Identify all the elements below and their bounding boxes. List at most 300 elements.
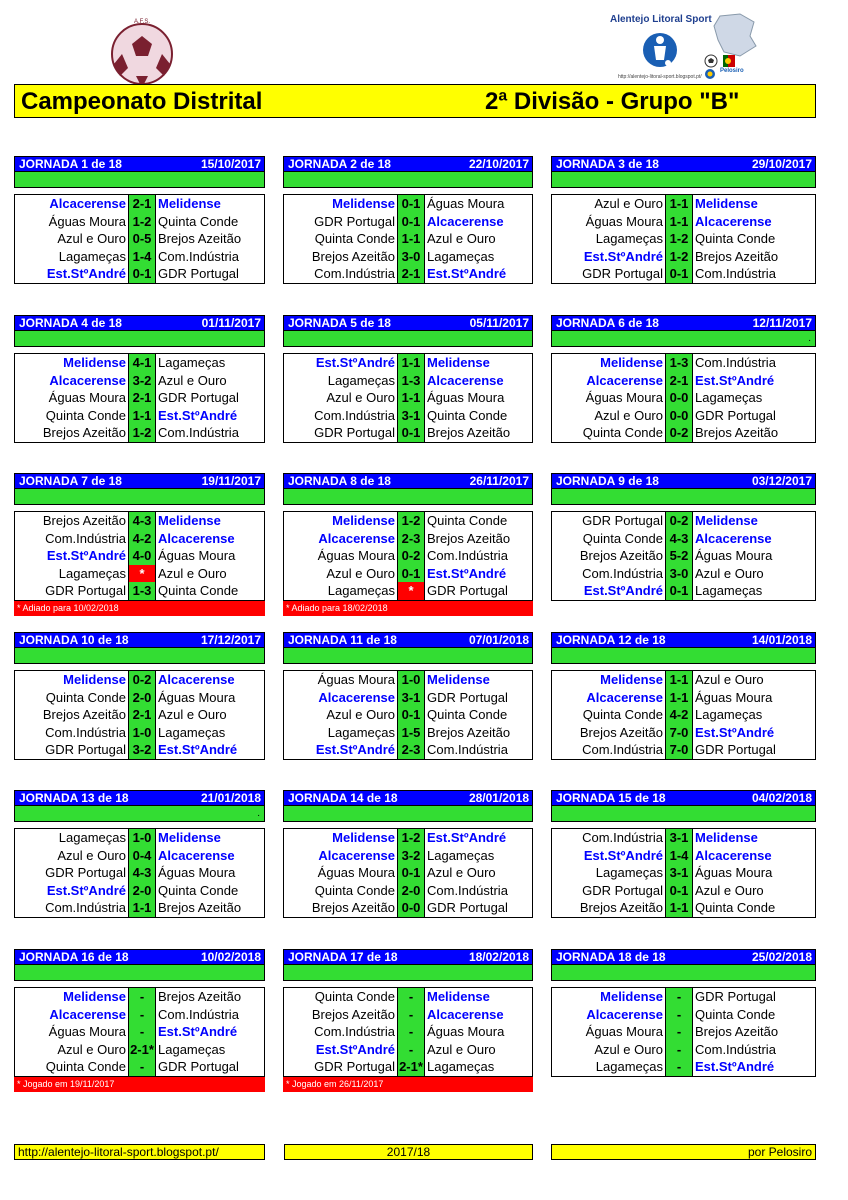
title-bar (14, 84, 816, 118)
home-team: Águas Moura (585, 1024, 663, 1040)
match-row (552, 248, 815, 266)
home-team: Quinta Conde (45, 1059, 126, 1075)
round-note: * Jogado em 26/11/2017 (283, 1077, 533, 1092)
home-team: Águas Moura (317, 672, 395, 687)
match-score: - (128, 988, 156, 1006)
match-row (284, 741, 532, 759)
round-header (14, 790, 265, 806)
home-team: Lagameças (58, 565, 126, 581)
round-date: 01/11/2017 (201, 316, 261, 330)
match-row (284, 565, 532, 583)
home-team: Est.StºAndré (583, 248, 663, 264)
away-team: Brejos Azeitão (695, 248, 779, 264)
home-team: Brejos Azeitão (42, 707, 126, 723)
match-row (552, 547, 815, 565)
round-note: * Adiado para 10/02/2018 (14, 601, 265, 616)
round-date: 29/10/2017 (751, 157, 812, 171)
match-score: 3-1 (397, 407, 425, 425)
match-row (284, 988, 532, 1006)
home-team: GDR Portugal (314, 425, 395, 441)
match-row (15, 988, 264, 1006)
footer-author (551, 1144, 816, 1160)
home-team: Est.StºAndré (315, 355, 395, 370)
match-score: 1-0 (397, 671, 425, 689)
away-team: Alcacerense (158, 672, 235, 687)
round-header (283, 156, 533, 172)
match-list (14, 828, 265, 918)
match-score: 3-0 (397, 248, 425, 266)
away-team: Quinta Conde (158, 583, 239, 599)
match-list (14, 670, 265, 760)
match-score: 5-2 (665, 547, 693, 565)
match-row (552, 354, 815, 372)
match-row (15, 213, 264, 231)
round-name: JORNADA 14 de 18 (288, 791, 398, 805)
round-name: JORNADA 18 de 18 (556, 950, 666, 964)
away-team: Lagameças (158, 355, 226, 370)
away-team: Lagameças (158, 1041, 226, 1057)
match-row (552, 847, 815, 865)
away-team: Brejos Azeitão (158, 231, 242, 247)
round-block (14, 949, 265, 1092)
round-name: JORNADA 5 de 18 (288, 316, 391, 330)
match-list (14, 353, 265, 443)
away-team: Lagameças (427, 1059, 495, 1075)
home-team: Brejos Azeitão (311, 1006, 395, 1022)
home-team: Com.Indústria (582, 742, 663, 758)
round-date: 22/10/2017 (468, 157, 529, 171)
round-name: JORNADA 3 de 18 (556, 157, 659, 171)
match-score: 1-1 (397, 389, 425, 407)
away-team: Brejos Azeitão (158, 900, 242, 916)
match-score: 0-1 (665, 582, 693, 600)
match-row (284, 899, 532, 917)
match-row (15, 512, 264, 530)
away-team: Melidense (158, 830, 221, 845)
away-team: Azul e Ouro (427, 1041, 496, 1057)
match-row (284, 213, 532, 231)
match-row (552, 424, 815, 442)
home-team: Com.Indústria (582, 565, 663, 581)
match-score: 0-1 (397, 213, 425, 231)
round-header (283, 473, 533, 489)
round-green-bar (551, 806, 816, 822)
away-team: Melidense (695, 196, 758, 211)
match-score: 2-1 (128, 195, 156, 213)
home-team: Melidense (332, 196, 395, 211)
match-row (15, 899, 264, 917)
away-team: Est.StºAndré (695, 372, 775, 388)
match-row (15, 547, 264, 565)
match-score: 0-1 (397, 565, 425, 583)
match-row (15, 230, 264, 248)
round-block (551, 949, 816, 1077)
match-score: * (128, 565, 156, 583)
match-score: 1-2 (128, 424, 156, 442)
round-name: JORNADA 12 de 18 (556, 633, 666, 647)
round-date: 15/10/2017 (200, 157, 261, 171)
match-score: 1-1 (397, 230, 425, 248)
match-score: 0-1 (128, 265, 156, 283)
home-team: Brejos Azeitão (579, 724, 663, 740)
match-score: 4-2 (665, 706, 693, 724)
match-score: - (665, 1041, 693, 1059)
match-score: 3-1 (665, 829, 693, 847)
away-team: Quinta Conde (427, 707, 508, 723)
round-name: JORNADA 8 de 18 (288, 474, 391, 488)
home-team: Águas Moura (48, 1024, 126, 1040)
match-score: 0-0 (397, 899, 425, 917)
match-score: - (128, 1023, 156, 1041)
away-team: Est.StºAndré (695, 724, 775, 740)
home-team: Quinta Conde (314, 882, 395, 898)
match-row (552, 512, 815, 530)
home-team: Com.Indústria (45, 900, 126, 916)
match-score: 1-2 (665, 248, 693, 266)
match-row (15, 1058, 264, 1076)
match-row (284, 512, 532, 530)
away-team: Melidense (427, 672, 490, 687)
round-date: 18/02/2018 (468, 950, 529, 964)
match-row (552, 1023, 815, 1041)
away-team: Águas Moura (158, 548, 236, 564)
match-list (551, 194, 816, 284)
match-score: - (665, 1058, 693, 1076)
round-block (14, 632, 265, 760)
match-row (15, 847, 264, 865)
away-team: Azul e Ouro (695, 672, 764, 687)
round-block (14, 790, 265, 918)
round-green-bar (14, 965, 265, 981)
home-team: Brejos Azeitão (42, 425, 126, 441)
away-team: Azul e Ouro (158, 372, 227, 388)
away-team: Brejos Azeitão (427, 724, 511, 740)
match-list (551, 828, 816, 918)
match-score: 1-1 (665, 671, 693, 689)
away-team: Est.StºAndré (158, 407, 238, 423)
match-row (284, 547, 532, 565)
home-team: Com.Indústria (314, 407, 395, 423)
match-score: 1-1 (128, 407, 156, 425)
home-team: GDR Portugal (314, 213, 395, 229)
match-row (15, 389, 264, 407)
home-team: Melidense (332, 513, 395, 528)
round-header (14, 632, 265, 648)
footer-season (284, 1144, 533, 1160)
away-team: Alcacerense (427, 372, 504, 388)
round-header (283, 949, 533, 965)
match-score: 4-2 (128, 530, 156, 548)
home-team: Lagameças (327, 583, 395, 599)
match-score: 1-4 (128, 248, 156, 266)
home-team: Est.StºAndré (583, 847, 663, 863)
match-list (551, 511, 816, 601)
round-header (551, 949, 816, 965)
home-team: Melidense (600, 672, 663, 687)
alentejo-litoral-sport-logo (600, 10, 775, 82)
away-team: Quinta Conde (695, 231, 776, 247)
match-list (283, 828, 533, 918)
match-score: 1-1 (665, 899, 693, 917)
away-team: Azul e Ouro (158, 707, 227, 723)
home-team: Azul e Ouro (326, 390, 395, 406)
match-row (552, 1058, 815, 1076)
round-header (551, 790, 816, 806)
home-team: Melidense (63, 672, 126, 687)
match-score: 0-1 (397, 706, 425, 724)
home-team: Est.StºAndré (315, 742, 395, 758)
round-green-bar (14, 331, 265, 347)
away-team: GDR Portugal (427, 689, 508, 705)
away-team: Águas Moura (158, 865, 236, 881)
match-row (284, 882, 532, 900)
round-dot: . (257, 808, 260, 819)
home-team: Alcacerense (586, 372, 663, 388)
home-team: Quinta Conde (582, 530, 663, 546)
round-header (551, 632, 816, 648)
round-green-bar (551, 965, 816, 981)
home-team: Lagameças (327, 724, 395, 740)
round-green-bar (283, 648, 533, 664)
match-score: 1-2 (665, 230, 693, 248)
away-team: GDR Portugal (695, 407, 776, 423)
match-list (14, 194, 265, 284)
match-row (552, 213, 815, 231)
round-green-bar (551, 648, 816, 664)
round-block (283, 949, 533, 1092)
footer-url[interactable] (14, 1144, 265, 1160)
round-block (14, 156, 265, 284)
match-row (15, 1023, 264, 1041)
away-team: GDR Portugal (158, 1059, 239, 1075)
round-block (283, 156, 533, 284)
away-team: GDR Portugal (427, 900, 508, 916)
brand-name: Alentejo Litoral Sport (610, 14, 712, 25)
match-row (284, 389, 532, 407)
match-score: * (397, 582, 425, 600)
match-row (284, 829, 532, 847)
football-icon (100, 14, 184, 88)
round-block (283, 632, 533, 760)
match-row (552, 689, 815, 707)
away-team: Lagameças (158, 724, 226, 740)
match-score: 3-0 (665, 565, 693, 583)
home-team: Alcacerense (49, 1006, 126, 1022)
home-team: Azul e Ouro (594, 407, 663, 423)
away-team: Est.StºAndré (158, 1024, 238, 1040)
match-list (551, 353, 816, 443)
match-score: 2-1 (665, 372, 693, 390)
match-row (15, 195, 264, 213)
home-team: Alcacerense (586, 1006, 663, 1022)
match-score: 1-2 (397, 512, 425, 530)
player-icon (642, 30, 678, 70)
home-team: Brejos Azeitão (311, 248, 395, 264)
away-team: Est.StºAndré (427, 830, 507, 845)
round-date: 03/12/2017 (751, 474, 812, 488)
round-header (14, 949, 265, 965)
match-row (15, 1006, 264, 1024)
pelosiro-icon (704, 68, 716, 80)
home-team: Alcacerense (318, 847, 395, 863)
home-team: Quinta Conde (582, 707, 663, 723)
footer-url-text[interactable]: http://alentejo-litoral-sport.blogspot.pt/ (18, 1145, 219, 1159)
round-block (551, 156, 816, 284)
home-team: Est.StºAndré (46, 266, 126, 282)
home-team: Águas Moura (585, 390, 663, 406)
match-score: - (128, 1058, 156, 1076)
match-row (15, 530, 264, 548)
match-score: - (397, 988, 425, 1006)
away-team: Est.StºAndré (427, 565, 507, 581)
home-team: Melidense (332, 830, 395, 845)
match-score: 1-4 (665, 847, 693, 865)
round-green-bar (283, 806, 533, 822)
brand-url[interactable]: http://alentejo-litoral-sport.blogspot.pt/ (618, 74, 702, 80)
match-score: 2-1 (128, 706, 156, 724)
round-name: JORNADA 2 de 18 (288, 157, 391, 171)
round-date: 12/11/2017 (752, 316, 812, 330)
home-team: Alcacerense (49, 372, 126, 388)
away-team: Águas Moura (427, 196, 505, 211)
home-team: GDR Portugal (582, 266, 663, 282)
home-team: Alcacerense (318, 530, 395, 546)
match-row (284, 248, 532, 266)
round-green-bar (283, 489, 533, 505)
match-score: 0-2 (397, 547, 425, 565)
away-team: Melidense (158, 196, 221, 211)
home-team: Melidense (63, 355, 126, 370)
away-team: Com.Indústria (695, 355, 776, 370)
match-row (552, 864, 815, 882)
match-list (283, 670, 533, 760)
match-score: 0-1 (665, 882, 693, 900)
match-row (284, 724, 532, 742)
away-team: GDR Portugal (695, 989, 776, 1004)
round-date: 04/02/2018 (751, 791, 812, 805)
match-row (284, 1058, 532, 1076)
ball-icon (704, 54, 718, 68)
match-score: 0-1 (665, 265, 693, 283)
away-team: Est.StºAndré (695, 1059, 775, 1075)
away-team: Quinta Conde (158, 882, 239, 898)
round-header (551, 473, 816, 489)
home-team: Com.Indústria (314, 266, 395, 282)
away-team: Quinta Conde (427, 407, 508, 423)
match-score: 2-1 (128, 389, 156, 407)
round-green-bar (551, 331, 816, 347)
round-date: 21/01/2018 (200, 791, 261, 805)
match-row (284, 1006, 532, 1024)
round-date: 26/11/2017 (469, 474, 529, 488)
match-row (552, 195, 815, 213)
round-name: JORNADA 10 de 18 (19, 633, 129, 647)
match-row (552, 724, 815, 742)
match-row (15, 829, 264, 847)
round-green-bar (283, 331, 533, 347)
match-score: 1-1 (665, 195, 693, 213)
match-row (552, 882, 815, 900)
match-row (15, 741, 264, 759)
round-block (283, 473, 533, 616)
match-score: 0-4 (128, 847, 156, 865)
away-team: Lagameças (695, 390, 763, 406)
match-row (15, 671, 264, 689)
home-team: Com.Indústria (45, 530, 126, 546)
home-team: Azul e Ouro (57, 847, 126, 863)
away-team: Com.Indústria (158, 425, 239, 441)
home-team: Azul e Ouro (326, 707, 395, 723)
match-score: 1-3 (397, 372, 425, 390)
away-team: Alcacerense (695, 213, 772, 229)
away-team: Com.Indústria (427, 882, 508, 898)
match-row (552, 829, 815, 847)
match-score: 1-0 (128, 724, 156, 742)
match-score: 0-1 (397, 864, 425, 882)
away-team: Brejos Azeitão (427, 425, 511, 441)
match-score: 2-1 (397, 265, 425, 283)
home-team: Azul e Ouro (326, 565, 395, 581)
home-team: Brejos Azeitão (42, 513, 126, 528)
round-name: JORNADA 7 de 18 (19, 474, 122, 488)
match-score: 1-1 (397, 354, 425, 372)
match-score: 0-5 (128, 230, 156, 248)
away-team: Águas Moura (695, 865, 773, 881)
round-block (551, 473, 816, 601)
round-header (283, 790, 533, 806)
division-title: 2ª Divisão - Grupo "B" (485, 88, 740, 115)
away-team: Melidense (427, 989, 490, 1004)
match-score: - (665, 1023, 693, 1041)
match-score: 1-0 (128, 829, 156, 847)
match-score: 4-3 (128, 864, 156, 882)
away-team: Quinta Conde (695, 1006, 776, 1022)
home-team: Azul e Ouro (57, 1041, 126, 1057)
pelosiro-label: Pelosiro (720, 68, 744, 74)
away-team: Azul e Ouro (158, 565, 227, 581)
match-row (552, 1006, 815, 1024)
match-row (284, 407, 532, 425)
match-score: 0-2 (128, 671, 156, 689)
match-row (284, 1023, 532, 1041)
away-team: Est.StºAndré (427, 266, 507, 282)
match-score: 2-3 (397, 530, 425, 548)
away-team: Com.Indústria (427, 548, 508, 564)
portugal-crest-icon (722, 54, 736, 68)
away-team: Alcacerense (695, 530, 772, 546)
match-score: 3-2 (128, 372, 156, 390)
match-list (14, 511, 265, 601)
match-row (552, 899, 815, 917)
match-score: 2-0 (128, 689, 156, 707)
match-score: - (665, 988, 693, 1006)
round-name: JORNADA 15 de 18 (556, 791, 666, 805)
home-team: Azul e Ouro (57, 231, 126, 247)
logo-left-text: A.F.S. (133, 19, 151, 25)
round-header (14, 315, 265, 331)
match-score: 7-0 (665, 741, 693, 759)
match-list (551, 670, 816, 760)
home-team: Quinta Conde (45, 689, 126, 705)
match-row (552, 530, 815, 548)
away-team: Melidense (695, 513, 758, 528)
home-team: Est.StºAndré (583, 583, 663, 599)
match-row (552, 230, 815, 248)
match-score: - (397, 1023, 425, 1041)
match-row (15, 565, 264, 583)
home-team: Azul e Ouro (594, 1041, 663, 1057)
away-team: Com.Indústria (695, 266, 776, 282)
